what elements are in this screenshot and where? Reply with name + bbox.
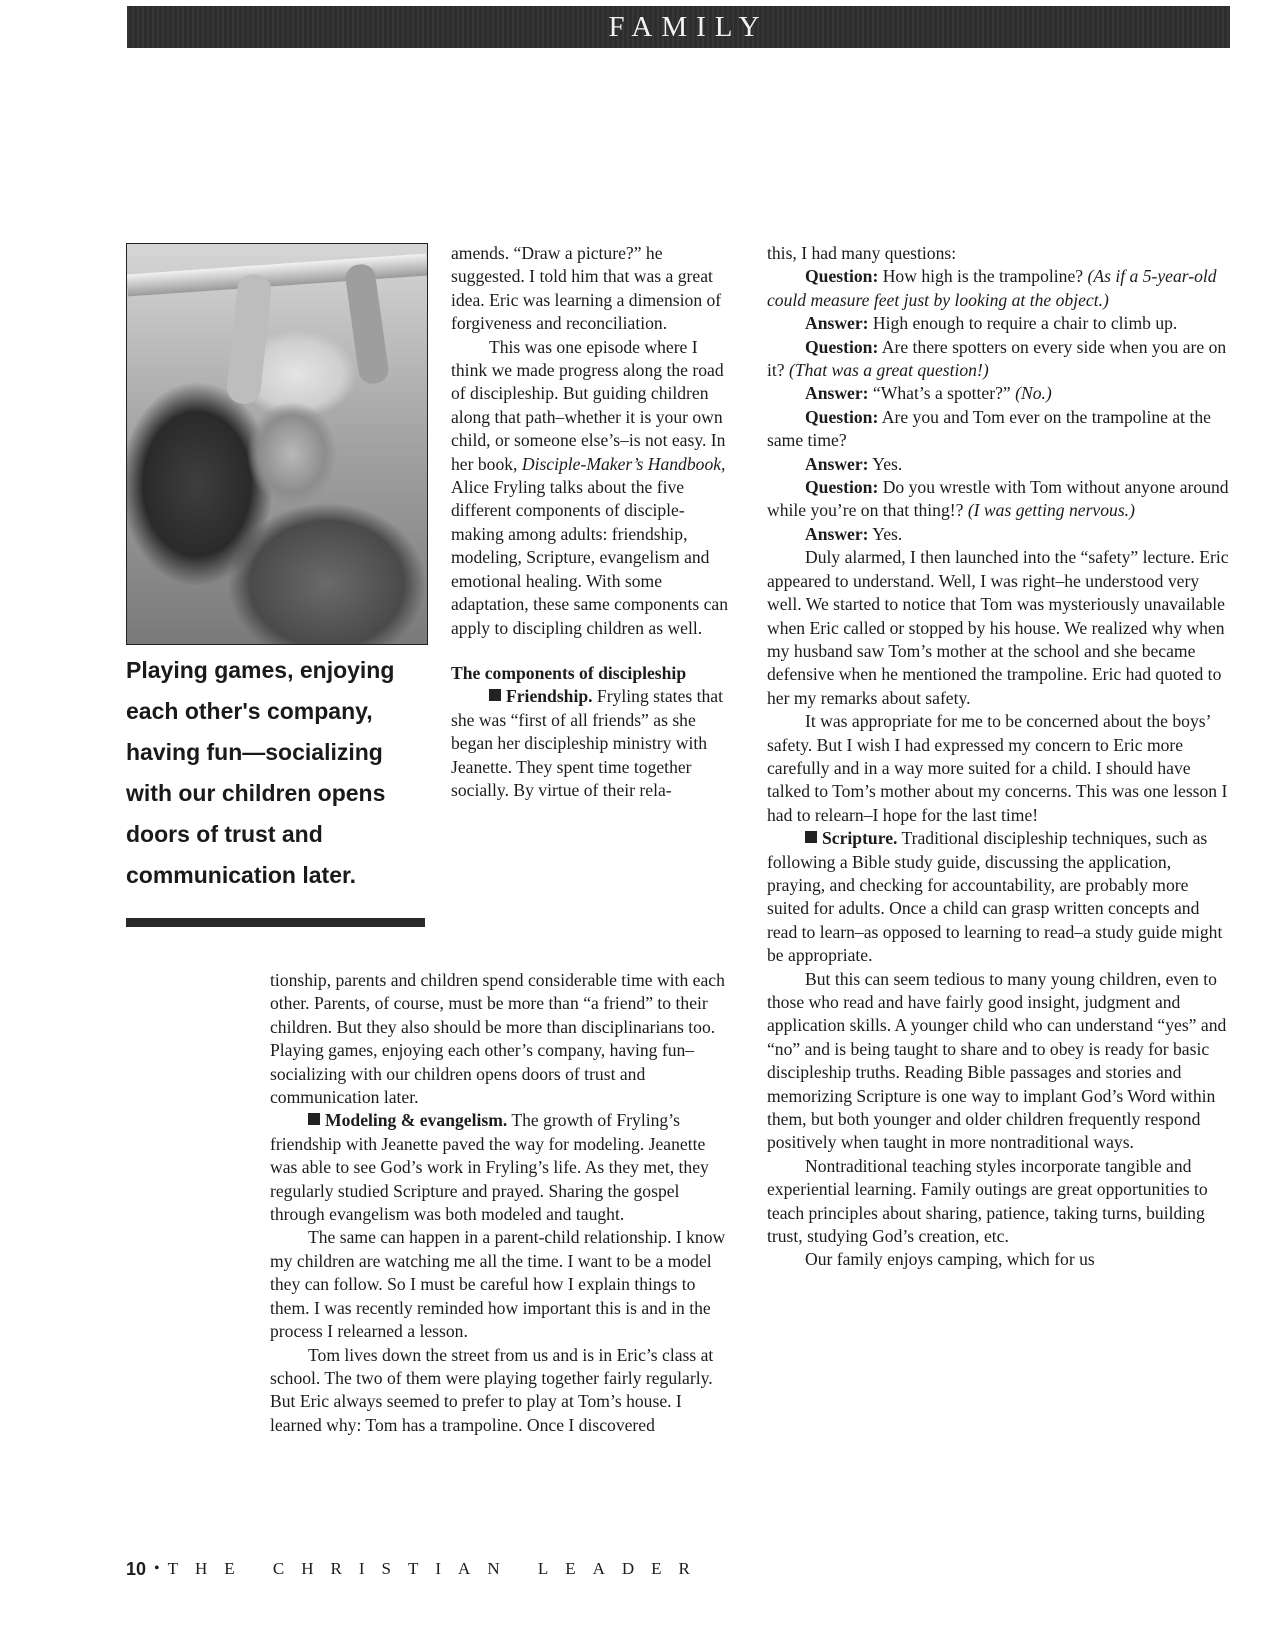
page-number: 10 — [126, 1558, 147, 1579]
photo-bar — [127, 254, 428, 297]
lead-in: Friendship. — [506, 686, 593, 707]
paragraph: this, I had many questions: — [767, 243, 957, 263]
column-lower-wide — [270, 969, 732, 1437]
column-middle — [451, 242, 731, 802]
pull-quote-rule — [126, 918, 425, 927]
qa-line: Answer: High enough to require a chair to climb up. — [805, 313, 1178, 334]
qa-line: Question: Are you and Tom ever on the trampoline at the same time? — [767, 406, 1211, 451]
square-bullet-icon — [489, 689, 501, 701]
paragraph: Duly alarmed, I then launched into the “safety” lecture. Eric appeared to understand. Well, I was right–he understood very well. We started to notice that Tom was mysteriously unavailable when Eric called or stopped by his house. We realized why when my husband saw Tom’s mother at the school and she became defensive when he mentioned the trampoline. Eric had quoted to her my remarks about safety. — [767, 547, 1229, 708]
paragraph: Tom lives down the street from us and is in Eric’s class at school. The two of them were playing together fairly regularly. But Eric always seemed to prefer to play at Tom’s house. I learned why: Tom has a trampoline. Once I discovered — [270, 1344, 714, 1435]
page-footer — [126, 1556, 707, 1582]
paragraph: This was one episode where I think we made progress along the road of discipleship. But guiding children along that path–whether it is your own child, or someone else’s–is not easy. In her book, Disciple-Maker’s Handbook, Alice Fryling talks about the five different components of disciple-making among adults: friendship, modeling, Scripture, evangelism and emotional healing. With some adaptation, these same components can apply to discipling children as well. — [451, 336, 729, 638]
lead-in: Scripture. — [822, 828, 898, 849]
paragraph: Our family enjoys camping, which for us — [805, 1249, 1095, 1270]
paragraph: amends. “Draw a picture?” he suggested. I told him that was a great idea. Eric was learning a dimension of forgiveness and reconciliation. — [451, 243, 722, 334]
paragraph-modeling: Modeling & evangelism. The growth of Fryling’s friendship with Jeanette paved the way for modeling. Jeanette was able to see God’s work in Fryling’s life. As they met, they regularly studied Scripture and prayed. Sharing the gospel through evangelism was both modeled and taught. — [270, 1110, 709, 1225]
square-bullet-icon — [805, 831, 817, 843]
photo-children-playing — [126, 243, 428, 645]
lead-in: Modeling & evangelism. — [325, 1110, 508, 1131]
paragraph: Nontraditional teaching styles incorporate tangible and experiential learning. Family outings are great opportunities to teach principles about sharing, patience, taking turns, building trust, studying God’s creation, etc. — [767, 1155, 1208, 1247]
qa-line: Answer: Yes. — [805, 523, 903, 544]
photo-arm — [344, 262, 390, 385]
paragraph-scripture: Scripture. Traditional discipleship techniques, such as following a Bible study guide, discussing the application, praying, and checking for accountability, are probably more suited for adults. Once a child can grasp written concepts and read to learn–as opposed to learning to read–a study guide might be appropriate. — [767, 828, 1223, 966]
qa-line: Question: Do you wrestle with Tom without anyone around while you’re on that thing!? (I was getting nervous.) — [767, 477, 1229, 521]
square-bullet-icon — [308, 1113, 320, 1125]
qa-line: Answer: “What’s a spotter?” (No.) — [805, 383, 1052, 404]
qa-line: Question: Are there spotters on every side when you are on it? (That was a great question!) — [767, 336, 1227, 381]
qa-line: Question: How high is the trampoline? (As if a 5-year-old could measure feet just by looking at the object.) — [767, 266, 1217, 310]
subhead: The components of discipleship — [451, 662, 687, 683]
paragraph-friendship: Friendship. Fryling states that she was “first of all friends” as she began her discipleship ministry with Jeanette. They spent time together socially. By virtue of their rela- — [451, 686, 724, 800]
photo-arm — [225, 273, 272, 406]
paragraph: The same can happen in a parent-child relationship. I know my children are watching me all the time. I want to be a model they can follow. So I must be careful how I explain things to them. I was recently reminded how important this is and in the process I relearned a lesson. — [270, 1227, 726, 1342]
paragraph: It was appropriate for me to be concerned about the boys’ safety. But I wish I had expressed my concern to Eric more carefully and in a way more suited for a child. I should have talked to Tom’s mother about my concerns. This was one lesson I had to relearn–I hope for the last time! — [767, 711, 1228, 825]
section-title: FAMILY — [608, 10, 769, 43]
qa-line: Answer: Yes. — [805, 453, 903, 474]
magazine-name: THE CHRISTIAN LEADER — [167, 1559, 707, 1578]
paragraph: But this can seem tedious to many young children, even to those who read and have fairly good insight, judgment and application skills. A younger child who can understand “yes” and “no” and is being taught to share and to obey is ready for basic discipleship truths. Reading Bible passages and stories and memorizing Scripture is one way to implant God’s Word within them, but both younger and older children frequently respond positively when taught in more nontraditional ways. — [767, 968, 1227, 1153]
footer-separator: • — [154, 1560, 160, 1577]
paragraph: tionship, parents and children spend considerable time with each other. Parents, of course, must be more than “a friend” to their children. But they also should be more than disciplinarians too. Playing games, enjoying each other’s company, having fun–socializing with our children opens doors of trust and communication later. — [270, 970, 725, 1108]
section-banner — [127, 6, 1230, 48]
pull-quote: Playing games, enjoying each other's company, having fun—socializing with our children opens doors of trust and communication later. — [126, 657, 395, 888]
column-right — [767, 242, 1229, 1272]
book-title: Disciple-Maker’s Handbook, — [521, 453, 726, 474]
